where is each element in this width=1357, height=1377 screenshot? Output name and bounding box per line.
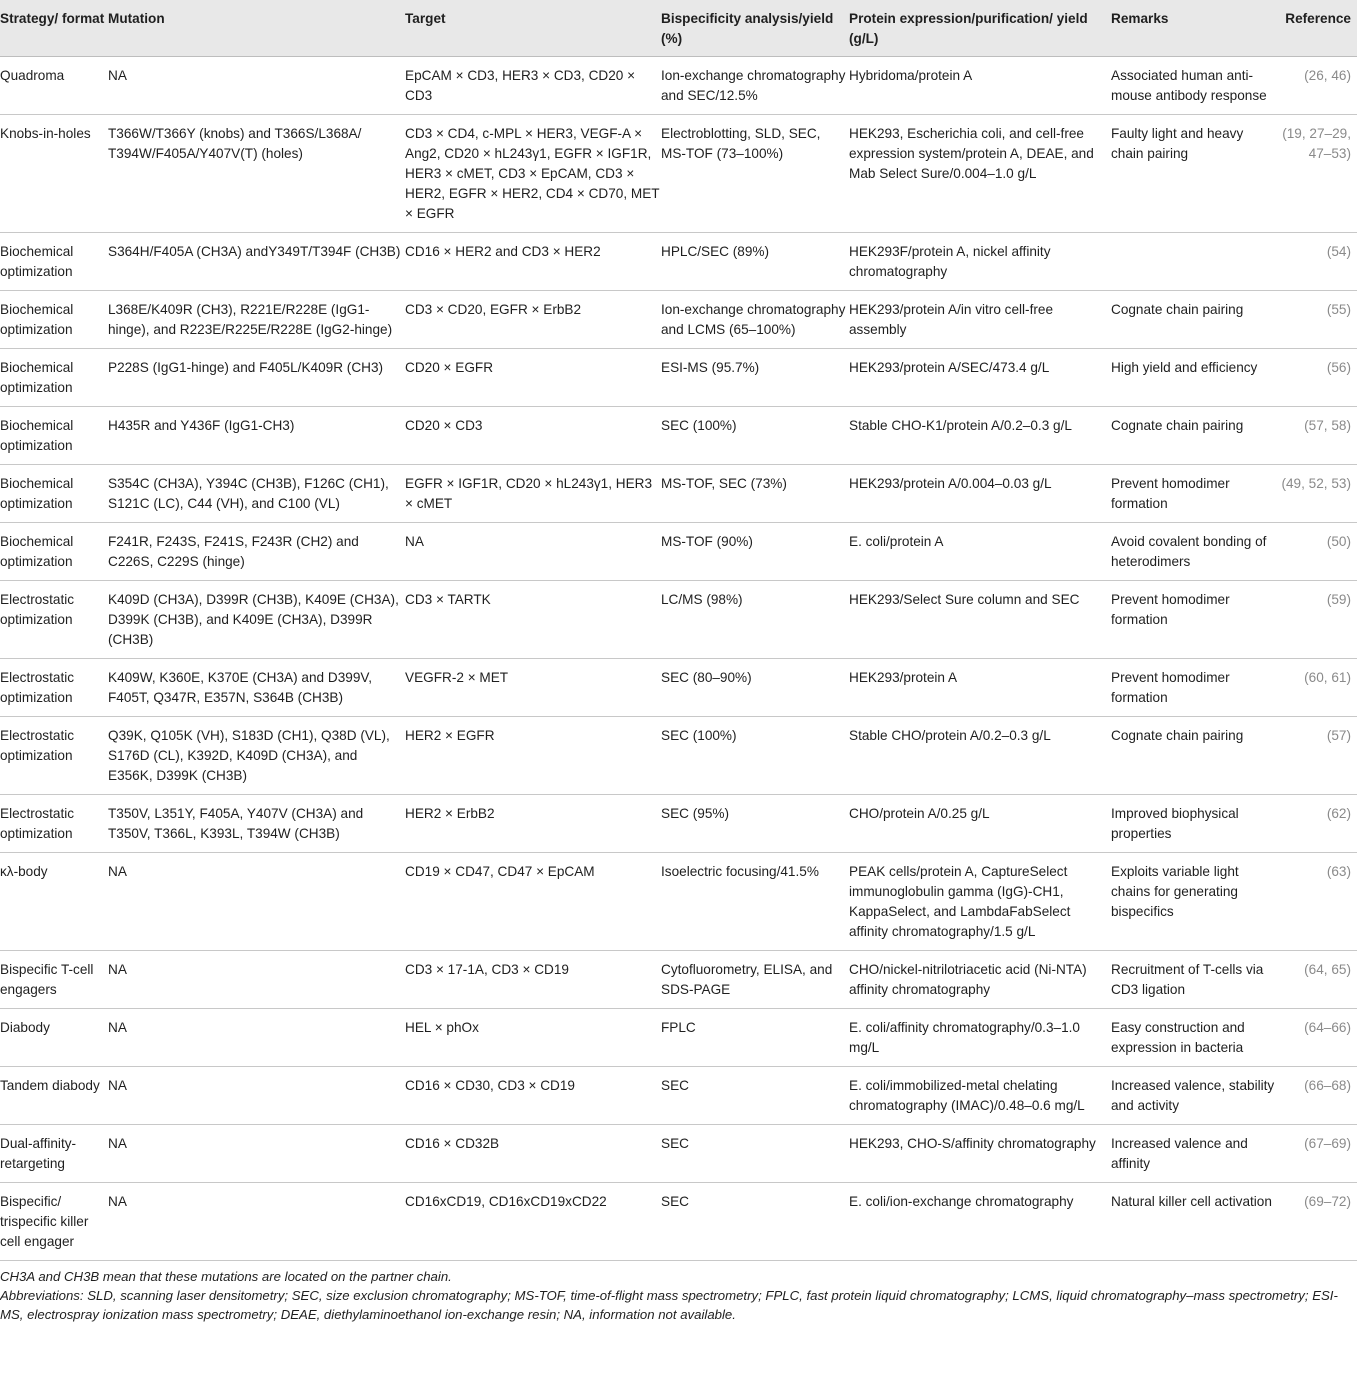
cell-remarks: Improved biophysical properties xyxy=(1111,795,1277,853)
cell-strategy: Biochemical optimization xyxy=(0,407,108,465)
cell-reference: (59) xyxy=(1277,581,1357,659)
cell-reference: (64–66) xyxy=(1277,1009,1357,1067)
cell-mutation: T366W/T366Y (knobs) and T366S/L368A/ T394W/F405A/Y407V(T) (holes) xyxy=(108,115,405,233)
cell-strategy: Biochemical optimization xyxy=(0,465,108,523)
header-strategy: Strategy/ format xyxy=(0,0,108,57)
table-footnotes xyxy=(0,1261,1357,1324)
cell-expression: HEK293/Select Sure column and SEC xyxy=(849,581,1111,659)
cell-expression: HEK293/protein A/SEC/473.4 g/L xyxy=(849,349,1111,407)
cell-mutation: NA xyxy=(108,1125,405,1183)
cell-reference: (49, 52, 53) xyxy=(1277,465,1357,523)
cell-mutation: P228S (IgG1-hinge) and F405L/K409R (CH3) xyxy=(108,349,405,407)
cell-target: EGFR × IGF1R, CD20 × hL243γ1, HER3 × cMET xyxy=(405,465,661,523)
cell-remarks: Avoid covalent bonding of heterodimers xyxy=(1111,523,1277,581)
cell-target: CD16 × HER2 and CD3 × HER2 xyxy=(405,233,661,291)
cell-remarks: High yield and efficiency xyxy=(1111,349,1277,407)
cell-mutation: F241R, F243S, F241S, F243R (CH2) and C226S, C229S (hinge) xyxy=(108,523,405,581)
cell-remarks: Prevent homodimer formation xyxy=(1111,659,1277,717)
table-row xyxy=(0,581,1357,659)
cell-target: CD19 × CD47, CD47 × EpCAM xyxy=(405,853,661,951)
cell-mutation: L368E/K409R (CH3), R221E/R228E (IgG1-hinge), and R223E/R225E/R228E (IgG2-hinge) xyxy=(108,291,405,349)
cell-bispecificity: MS-TOF, SEC (73%) xyxy=(661,465,849,523)
cell-reference: (69–72) xyxy=(1277,1183,1357,1261)
header-expression: Protein expression/purification/ yield (g/L) xyxy=(849,0,1111,57)
header-row xyxy=(0,0,1357,57)
cell-bispecificity: SEC (100%) xyxy=(661,717,849,795)
cell-bispecificity: SEC (100%) xyxy=(661,407,849,465)
cell-strategy: Electrostatic optimization xyxy=(0,717,108,795)
cell-strategy: Electrostatic optimization xyxy=(0,795,108,853)
cell-mutation: K409W, K360E, K370E (CH3A) and D399V, F405T, Q347R, E357N, S364B (CH3B) xyxy=(108,659,405,717)
cell-target: EpCAM × CD3, HER3 × CD3, CD20 × CD3 xyxy=(405,57,661,115)
cell-strategy: Diabody xyxy=(0,1009,108,1067)
cell-mutation: NA xyxy=(108,853,405,951)
table-row xyxy=(0,291,1357,349)
cell-target: CD16xCD19, CD16xCD19xCD22 xyxy=(405,1183,661,1261)
cell-bispecificity: SEC (80–90%) xyxy=(661,659,849,717)
cell-expression: E. coli/affinity chromatography/0.3–1.0 mg/L xyxy=(849,1009,1111,1067)
cell-bispecificity: ESI-MS (95.7%) xyxy=(661,349,849,407)
cell-strategy: Knobs-in-holes xyxy=(0,115,108,233)
header-mutation: Mutation xyxy=(108,0,405,57)
cell-bispecificity: SEC (95%) xyxy=(661,795,849,853)
cell-reference: (60, 61) xyxy=(1277,659,1357,717)
table-row xyxy=(0,795,1357,853)
cell-mutation: NA xyxy=(108,951,405,1009)
cell-expression: Hybridoma/protein A xyxy=(849,57,1111,115)
cell-reference: (26, 46) xyxy=(1277,57,1357,115)
cell-bispecificity: HPLC/SEC (89%) xyxy=(661,233,849,291)
table-row xyxy=(0,115,1357,233)
table-row xyxy=(0,57,1357,115)
footnote-abbreviations: Abbreviations: SLD, scanning laser densitometry; SEC, size exclusion chromatography; MS-TOF, time-of-flight mass spectrometry; FPLC, fast protein liquid chromatography; LCMS, liquid chromatography–mass spectrometry; ESI-MS, electrospray ionization mass spectrometry; DEAE, diethylaminoethanol ion-exchange resin; NA, information not available. xyxy=(0,1288,1338,1322)
cell-bispecificity: Electroblotting, SLD, SEC, MS-TOF (73–100%) xyxy=(661,115,849,233)
cell-mutation: S364H/F405A (CH3A) andY349T/T394F (CH3B) xyxy=(108,233,405,291)
cell-expression: E. coli/ion-exchange chromatography xyxy=(849,1183,1111,1261)
cell-target: HEL × phOx xyxy=(405,1009,661,1067)
table-row xyxy=(0,1009,1357,1067)
cell-target: VEGFR-2 × MET xyxy=(405,659,661,717)
table-row xyxy=(0,523,1357,581)
cell-bispecificity: Cytofluorometry, ELISA, and SDS-PAGE xyxy=(661,951,849,1009)
header-remarks: Remarks xyxy=(1111,0,1277,57)
cell-target: CD3 × CD4, c-MPL × HER3, VEGF-A × Ang2, CD20 × hL243γ1, EGFR × IGF1R, HER3 × cMET, CD3 × EpCAM, CD3 × HER2, EGFR × HER2, CD4 × CD70, MET × EGFR xyxy=(405,115,661,233)
cell-remarks: Associated human anti-mouse antibody response xyxy=(1111,57,1277,115)
cell-remarks: Increased valence, stability and activity xyxy=(1111,1067,1277,1125)
cell-remarks: Natural killer cell activation xyxy=(1111,1183,1277,1261)
header-bispecificity: Bispecificity analysis/yield (%) xyxy=(661,0,849,57)
cell-strategy: Bispecific T-cell engagers xyxy=(0,951,108,1009)
cell-reference: (67–69) xyxy=(1277,1125,1357,1183)
cell-strategy: Biochemical optimization xyxy=(0,523,108,581)
table-row xyxy=(0,951,1357,1009)
cell-expression: HEK293/protein A xyxy=(849,659,1111,717)
cell-strategy: Biochemical optimization xyxy=(0,291,108,349)
table-row xyxy=(0,407,1357,465)
cell-reference: (50) xyxy=(1277,523,1357,581)
cell-expression: HEK293, Escherichia coli, and cell-free expression system/protein A, DEAE, and Mab Select Sure/0.004–1.0 g/L xyxy=(849,115,1111,233)
cell-remarks xyxy=(1111,233,1277,291)
cell-strategy: Biochemical optimization xyxy=(0,233,108,291)
cell-expression: CHO/nickel-nitrilotriacetic acid (Ni-NTA) affinity chromatography xyxy=(849,951,1111,1009)
cell-target: CD3 × CD20, EGFR × ErbB2 xyxy=(405,291,661,349)
cell-mutation: K409D (CH3A), D399R (CH3B), K409E (CH3A), D399K (CH3B), and K409E (CH3A), D399R (CH3B) xyxy=(108,581,405,659)
cell-strategy: Electrostatic optimization xyxy=(0,581,108,659)
cell-mutation: T350V, L351Y, F405A, Y407V (CH3A) and T350V, T366L, K393L, T394W (CH3B) xyxy=(108,795,405,853)
cell-reference: (55) xyxy=(1277,291,1357,349)
cell-reference: (66–68) xyxy=(1277,1067,1357,1125)
table-row xyxy=(0,465,1357,523)
cell-remarks: Cognate chain pairing xyxy=(1111,291,1277,349)
cell-expression: E. coli/immobilized-metal chelating chromatography (IMAC)/0.48–0.6 mg/L xyxy=(849,1067,1111,1125)
cell-mutation: NA xyxy=(108,1183,405,1261)
cell-bispecificity: LC/MS (98%) xyxy=(661,581,849,659)
cell-expression: HEK293/protein A/in vitro cell-free assembly xyxy=(849,291,1111,349)
cell-bispecificity: SEC xyxy=(661,1067,849,1125)
cell-remarks: Cognate chain pairing xyxy=(1111,407,1277,465)
cell-reference: (19, 27–29, 47–53) xyxy=(1277,115,1357,233)
cell-expression: HEK293/protein A/0.004–0.03 g/L xyxy=(849,465,1111,523)
table-row xyxy=(0,659,1357,717)
cell-expression: HEK293F/protein A, nickel affinity chromatography xyxy=(849,233,1111,291)
table-row xyxy=(0,349,1357,407)
cell-expression: Stable CHO-K1/protein A/0.2–0.3 g/L xyxy=(849,407,1111,465)
cell-mutation: Q39K, Q105K (VH), S183D (CH1), Q38D (VL), S176D (CL), K392D, K409D (CH3A), and E356K, D399K (CH3B) xyxy=(108,717,405,795)
table-header xyxy=(0,0,1357,57)
table-row xyxy=(0,853,1357,951)
cell-reference: (56) xyxy=(1277,349,1357,407)
cell-target: HER2 × ErbB2 xyxy=(405,795,661,853)
cell-remarks: Faulty light and heavy chain pairing xyxy=(1111,115,1277,233)
cell-bispecificity: Ion-exchange chromatography and LCMS (65–100%) xyxy=(661,291,849,349)
cell-reference: (57) xyxy=(1277,717,1357,795)
cell-target: CD3 × TARTK xyxy=(405,581,661,659)
cell-reference: (62) xyxy=(1277,795,1357,853)
cell-strategy: Quadroma xyxy=(0,57,108,115)
cell-bispecificity: SEC xyxy=(661,1125,849,1183)
cell-target: CD20 × EGFR xyxy=(405,349,661,407)
cell-reference: (63) xyxy=(1277,853,1357,951)
cell-remarks: Recruitment of T-cells via CD3 ligation xyxy=(1111,951,1277,1009)
header-target: Target xyxy=(405,0,661,57)
cell-strategy: Electrostatic optimization xyxy=(0,659,108,717)
cell-target: CD16 × CD32B xyxy=(405,1125,661,1183)
cell-mutation: H435R and Y436F (IgG1-CH3) xyxy=(108,407,405,465)
cell-target: NA xyxy=(405,523,661,581)
cell-remarks: Prevent homodimer formation xyxy=(1111,581,1277,659)
cell-remarks: Easy construction and expression in bacteria xyxy=(1111,1009,1277,1067)
cell-target: CD16 × CD30, CD3 × CD19 xyxy=(405,1067,661,1125)
header-reference: Reference xyxy=(1277,0,1357,57)
cell-bispecificity: Isoelectric focusing/41.5% xyxy=(661,853,849,951)
cell-target: CD3 × 17-1A, CD3 × CD19 xyxy=(405,951,661,1009)
table-row xyxy=(0,233,1357,291)
cell-strategy: Tandem diabody xyxy=(0,1067,108,1125)
cell-reference: (64, 65) xyxy=(1277,951,1357,1009)
table-row xyxy=(0,1125,1357,1183)
cell-target: CD20 × CD3 xyxy=(405,407,661,465)
cell-strategy: Dual-affinity-retargeting xyxy=(0,1125,108,1183)
cell-remarks: Prevent homodimer formation xyxy=(1111,465,1277,523)
cell-expression: HEK293, CHO-S/affinity chromatography xyxy=(849,1125,1111,1183)
cell-expression: Stable CHO/protein A/0.2–0.3 g/L xyxy=(849,717,1111,795)
footnote-partner-chain: CH3A and CH3B mean that these mutations are located on the partner chain. xyxy=(0,1269,452,1284)
cell-mutation: NA xyxy=(108,1009,405,1067)
cell-expression: CHO/protein A/0.25 g/L xyxy=(849,795,1111,853)
cell-expression: PEAK cells/protein A, CaptureSelect immunoglobulin gamma (IgG)-CH1, KappaSelect, and LambdaFabSelect affinity chromatography/1.5 g/L xyxy=(849,853,1111,951)
cell-reference: (57, 58) xyxy=(1277,407,1357,465)
cell-remarks: Exploits variable light chains for generating bispecifics xyxy=(1111,853,1277,951)
cell-mutation: NA xyxy=(108,57,405,115)
cell-strategy: Biochemical optimization xyxy=(0,349,108,407)
table-body xyxy=(0,57,1357,1261)
table-row xyxy=(0,1067,1357,1125)
cell-remarks: Cognate chain pairing xyxy=(1111,717,1277,795)
cell-bispecificity: FPLC xyxy=(661,1009,849,1067)
cell-remarks: Increased valence and affinity xyxy=(1111,1125,1277,1183)
cell-bispecificity: Ion-exchange chromatography and SEC/12.5% xyxy=(661,57,849,115)
cell-target: HER2 × EGFR xyxy=(405,717,661,795)
cell-mutation: S354C (CH3A), Y394C (CH3B), F126C (CH1), S121C (LC), C44 (VH), and C100 (VL) xyxy=(108,465,405,523)
table-row xyxy=(0,1183,1357,1261)
cell-bispecificity: SEC xyxy=(661,1183,849,1261)
cell-reference: (54) xyxy=(1277,233,1357,291)
cell-strategy: κλ-body xyxy=(0,853,108,951)
cell-strategy: Bispecific/ trispecific killer cell engager xyxy=(0,1183,108,1261)
table-row xyxy=(0,717,1357,795)
cell-expression: E. coli/protein A xyxy=(849,523,1111,581)
cell-bispecificity: MS-TOF (90%) xyxy=(661,523,849,581)
cell-mutation: NA xyxy=(108,1067,405,1125)
